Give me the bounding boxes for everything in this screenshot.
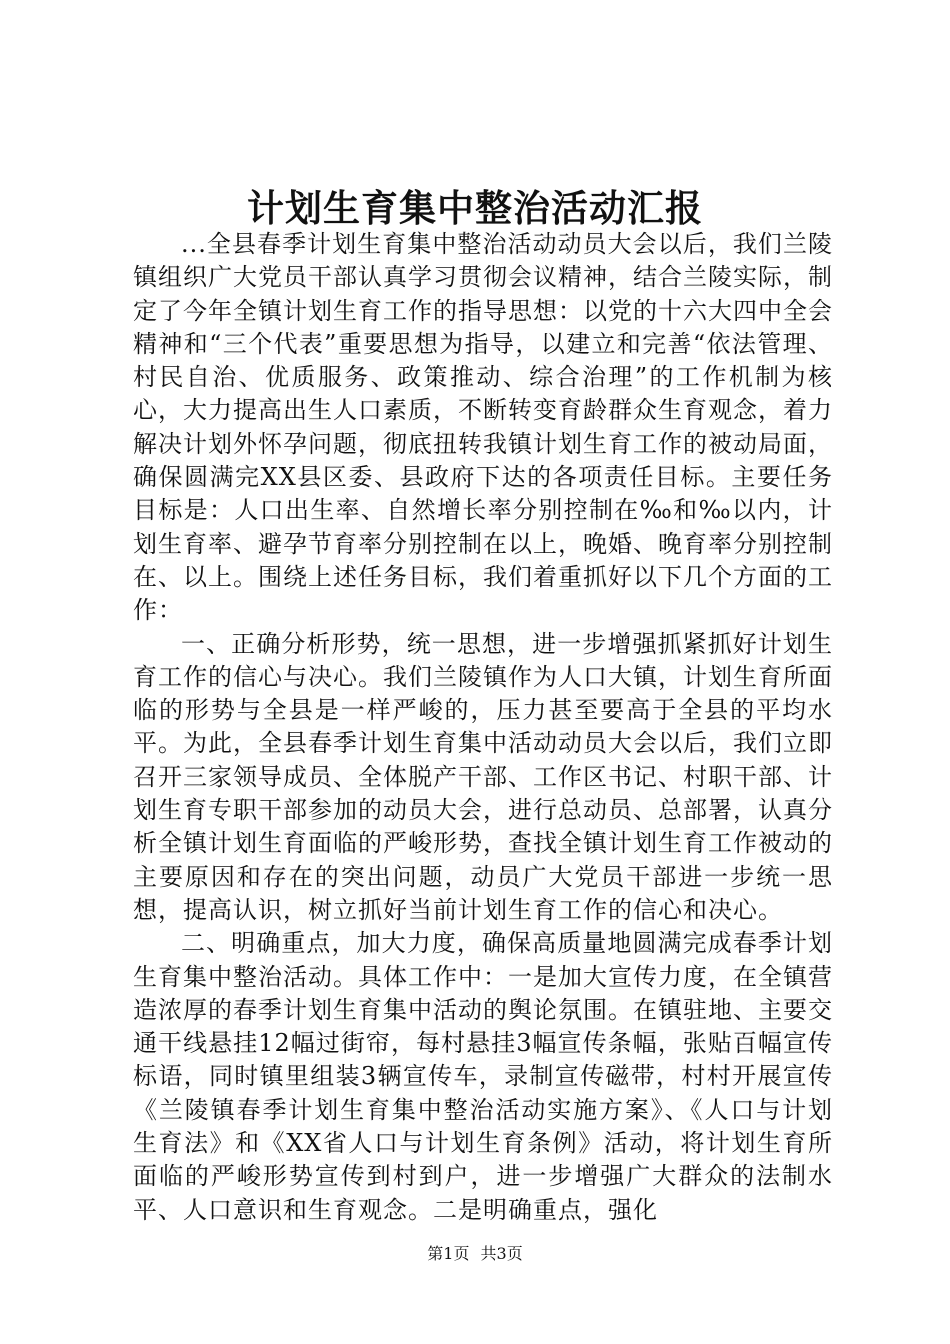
paragraph-section-two: 二、明确重点，加大力度，确保高质量地圆满完成春季计划生育集中整治活动。具体工作中：一是加大宣传力度，在全镇营造浓厚的春季计划生育集中活动的舆论氛围。在镇驻地、主要交通干线悬挂12幅过街帘，每村悬挂3幅宣传条幅，张贴百幅宣传标语，同时镇里组装3辆宣传车，录制宣传磁带，村村开展宣传《兰陵镇春季计划生育集中整治活动实施方案》、《人口与计划生育法》和《XX省人口与计划生育条例》活动，将计划生育所面临的严峻形势宣传到村到户，进一步增强广大群众的法制水平、人口意识和生育观念。二是明确重点，强化 bbox=[133, 929, 833, 1224]
page-total: 共3页 bbox=[480, 1244, 523, 1263]
page-footer bbox=[0, 1244, 950, 1264]
paragraph-section-one: 一、正确分析形势，统一思想，进一步增强抓紧抓好计划生育工作的信心与决心。我们兰陵镇作为人口大镇，计划生育所面临的形势与全县是一样严峻的，压力甚至要高于全县的平均水平。为此，全县春季计划生育集中活动动员大会以后，我们立即召开三家领导成员、全体脱产干部、工作区书记、村职干部、计划生育专职干部参加的动员大会，进行总动员、总部署，认真分析全镇计划生育面临的严峻形势，查找全镇计划生育工作被动的主要原因和存在的突出问题，动员广大党员干部进一步统一思想，提高认识，树立抓好当前计划生育工作的信心和决心。 bbox=[133, 629, 833, 924]
paragraph-intro: ...全县春季计划生育集中整治活动动员大会以后，我们兰陵镇组织广大党员干部认真学习贯彻会议精神，结合兰陵实际，制定了今年全镇计划生育工作的指导思想：以党的十六大四中全会精神和“三个代表”重要思想为指导，以建立和完善“依法管理、村民自治、优质服务、政策推动、综合治理”的工作机制为核心，大力提高出生人口素质，不断转变育龄群众生育观念，着力解决计划外怀孕问题，彻底扭转我镇计划生育工作的被动局面，确保圆满完XX县区委、县政府下达的各项责任目标。主要任务目标是：人口出生率、自然增长率分别控制在‰和‰以内，计划生育率、避孕节育率分别控制在以上，晚婚、晚育率分别控制在、以上。围绕上述任务目标，我们着重抓好以下几个方面的工作： bbox=[133, 230, 833, 625]
page-number: 第1页 bbox=[427, 1244, 470, 1263]
document-title: 计划生育集中整治活动汇报 bbox=[247, 186, 703, 230]
document-body bbox=[133, 228, 833, 1227]
